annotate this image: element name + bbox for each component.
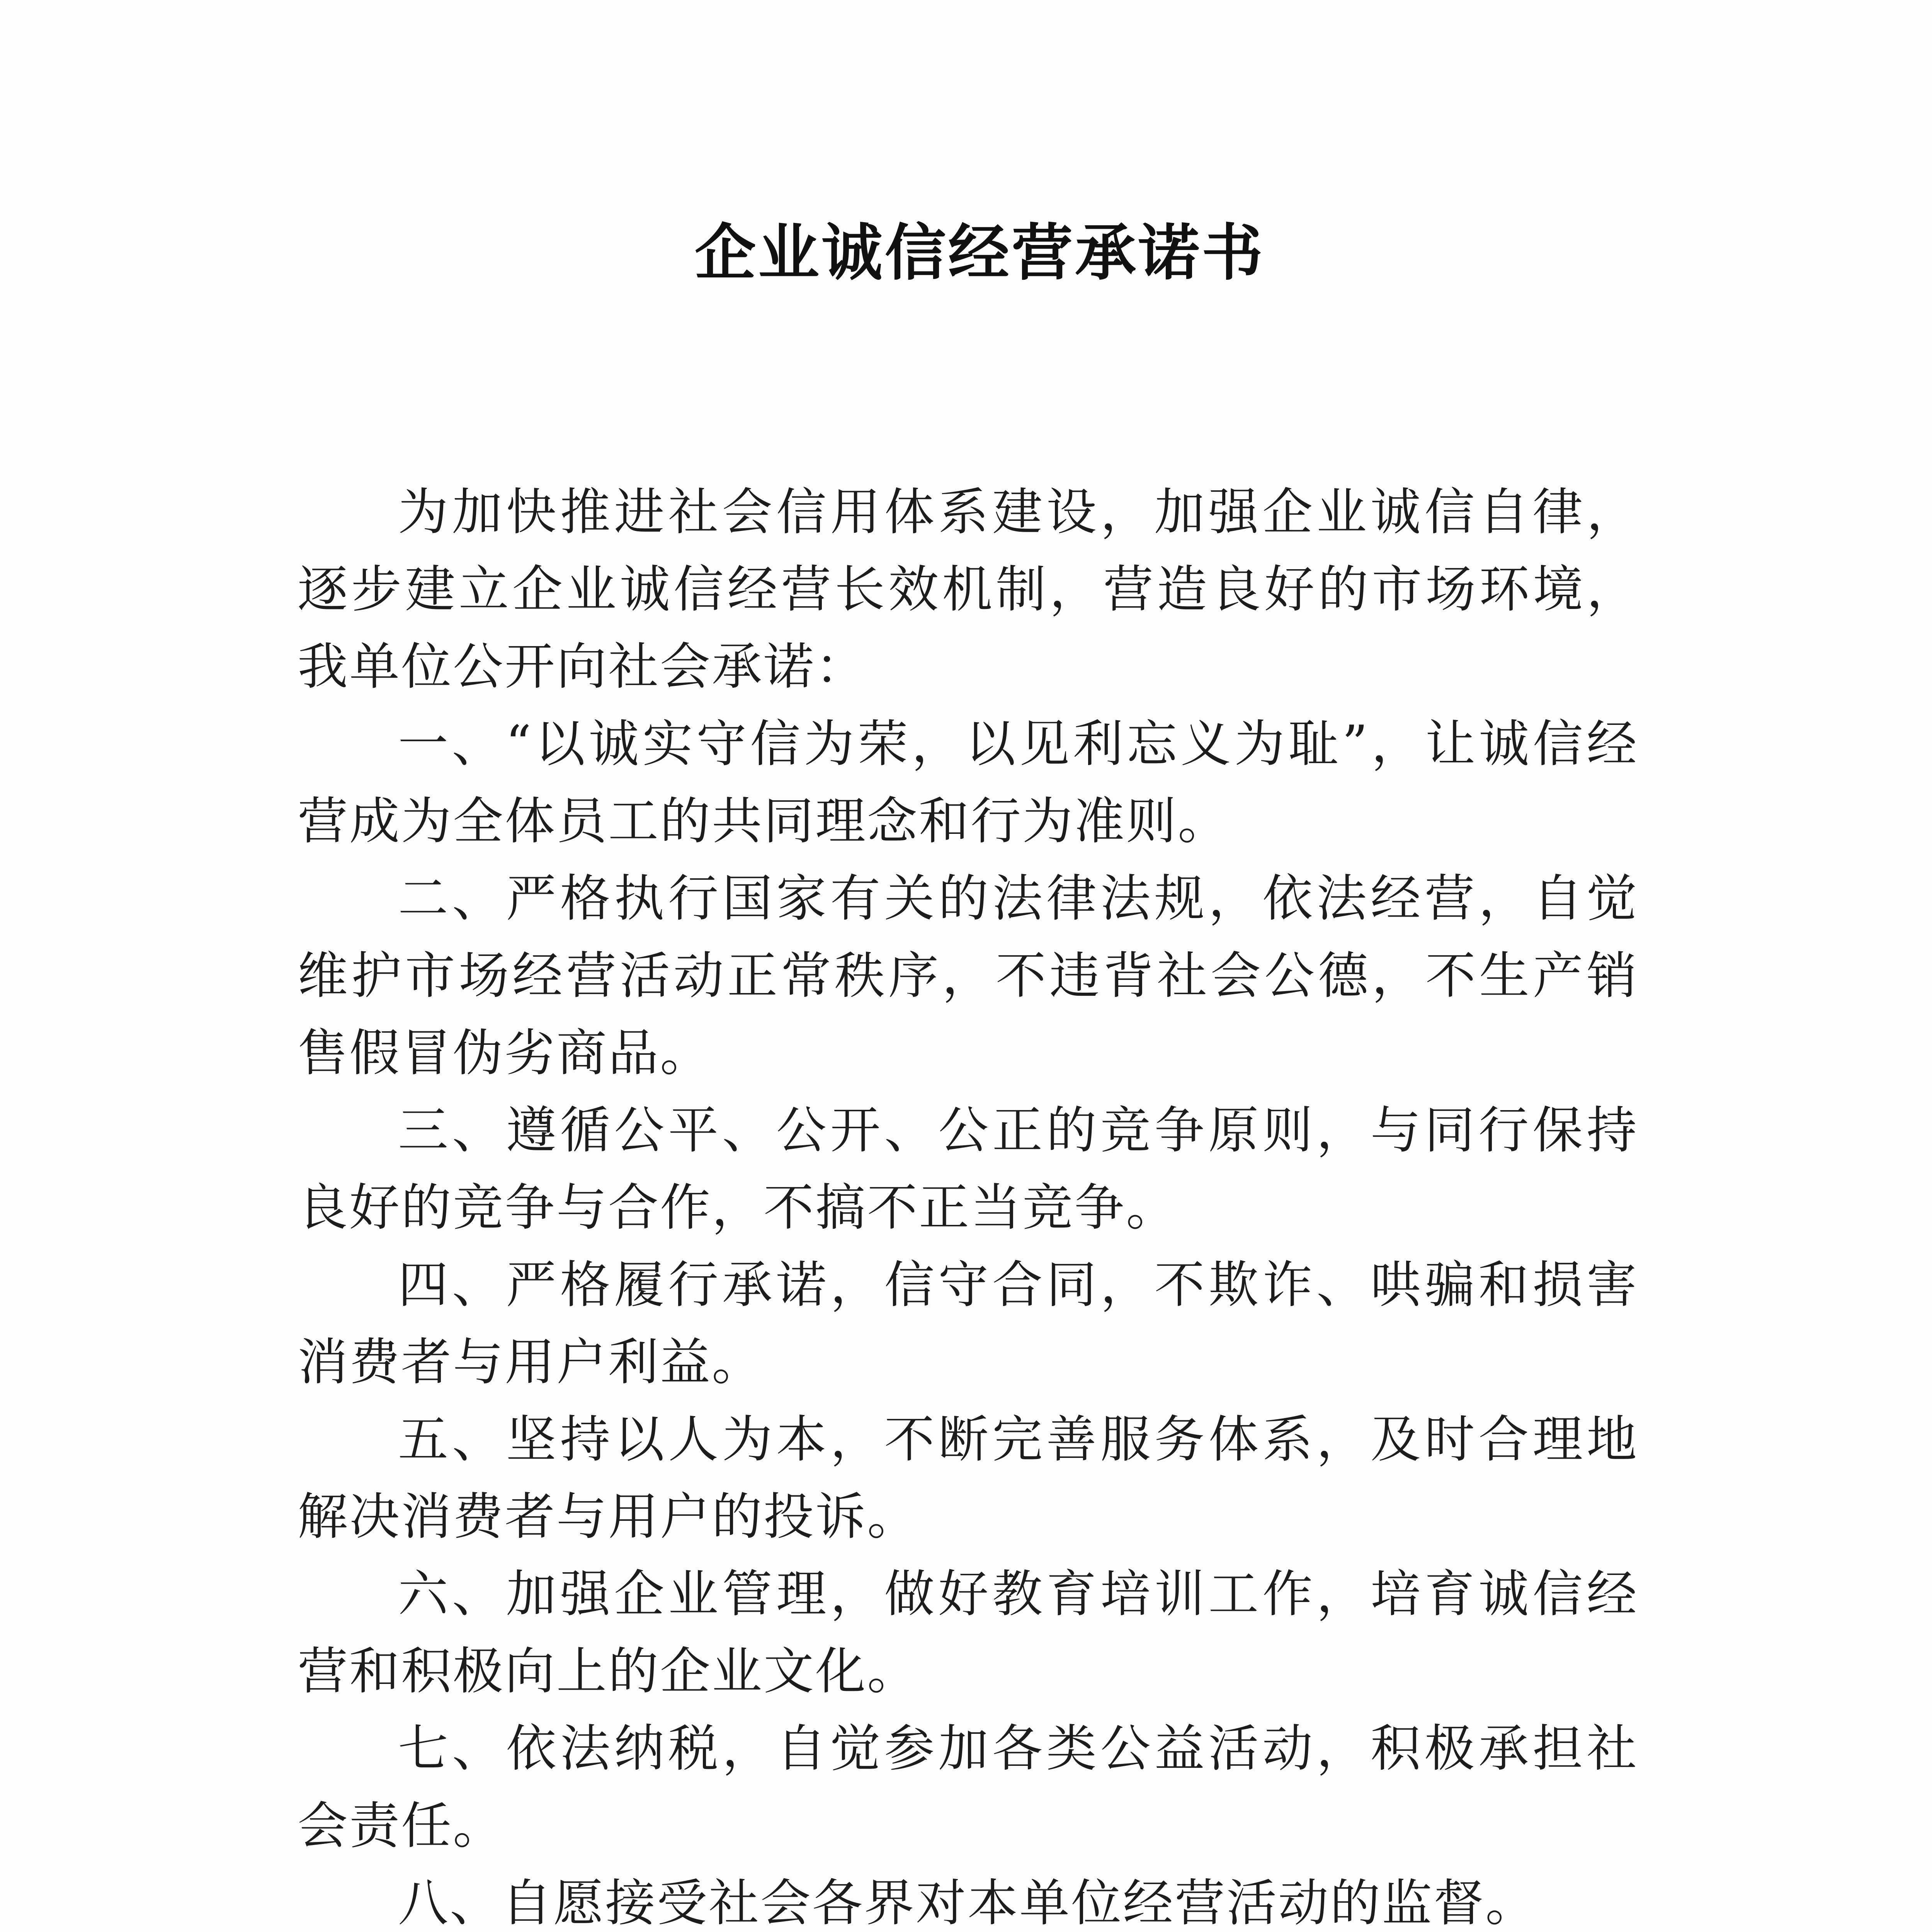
intro-paragraph: 为加快推进社会信用体系建设，加强企业诚信自律，逐步建立企业诚信经营长效机制，营造良好的市场环境，我单位公开向社会承诺： bbox=[298, 483, 1638, 696]
commitment-1: 一、“以诚实守信为荣，以见利忘义为耻”，让诚信经营成为全体员工的共同理念和行为准则。 bbox=[298, 714, 1638, 850]
commitment-7: 七、依法纳税，自觉参加各类公益活动，积极承担社会责任。 bbox=[298, 1719, 1638, 1855]
document-body bbox=[298, 473, 1638, 1932]
commitment-6: 六、加强企业管理，做好教育培训工作，培育诚信经营和积极向上的企业文化。 bbox=[298, 1565, 1638, 1701]
commitment-8: 八、自愿接受社会各界对本单位经营活动的监督。 bbox=[398, 1874, 1537, 1932]
commitment-3: 三、遵循公平、公开、公正的竞争原则，与同行保持良好的竞争与合作，不搞不正当竞争。 bbox=[298, 1101, 1638, 1237]
commitment-4: 四、严格履行承诺，信守合同，不欺诈、哄骗和损害消费者与用户利益。 bbox=[298, 1255, 1638, 1391]
document-title: 企业诚信经营承诺书 bbox=[695, 218, 1265, 289]
commitment-5: 五、坚持以人为本，不断完善服务体系，及时合理地解决消费者与用户的投诉。 bbox=[298, 1410, 1638, 1546]
commitment-2: 二、严格执行国家有关的法律法规，依法经营，自觉维护市场经营活动正常秩序，不违背社会公德，不生产销售假冒伪劣商品。 bbox=[298, 869, 1638, 1082]
